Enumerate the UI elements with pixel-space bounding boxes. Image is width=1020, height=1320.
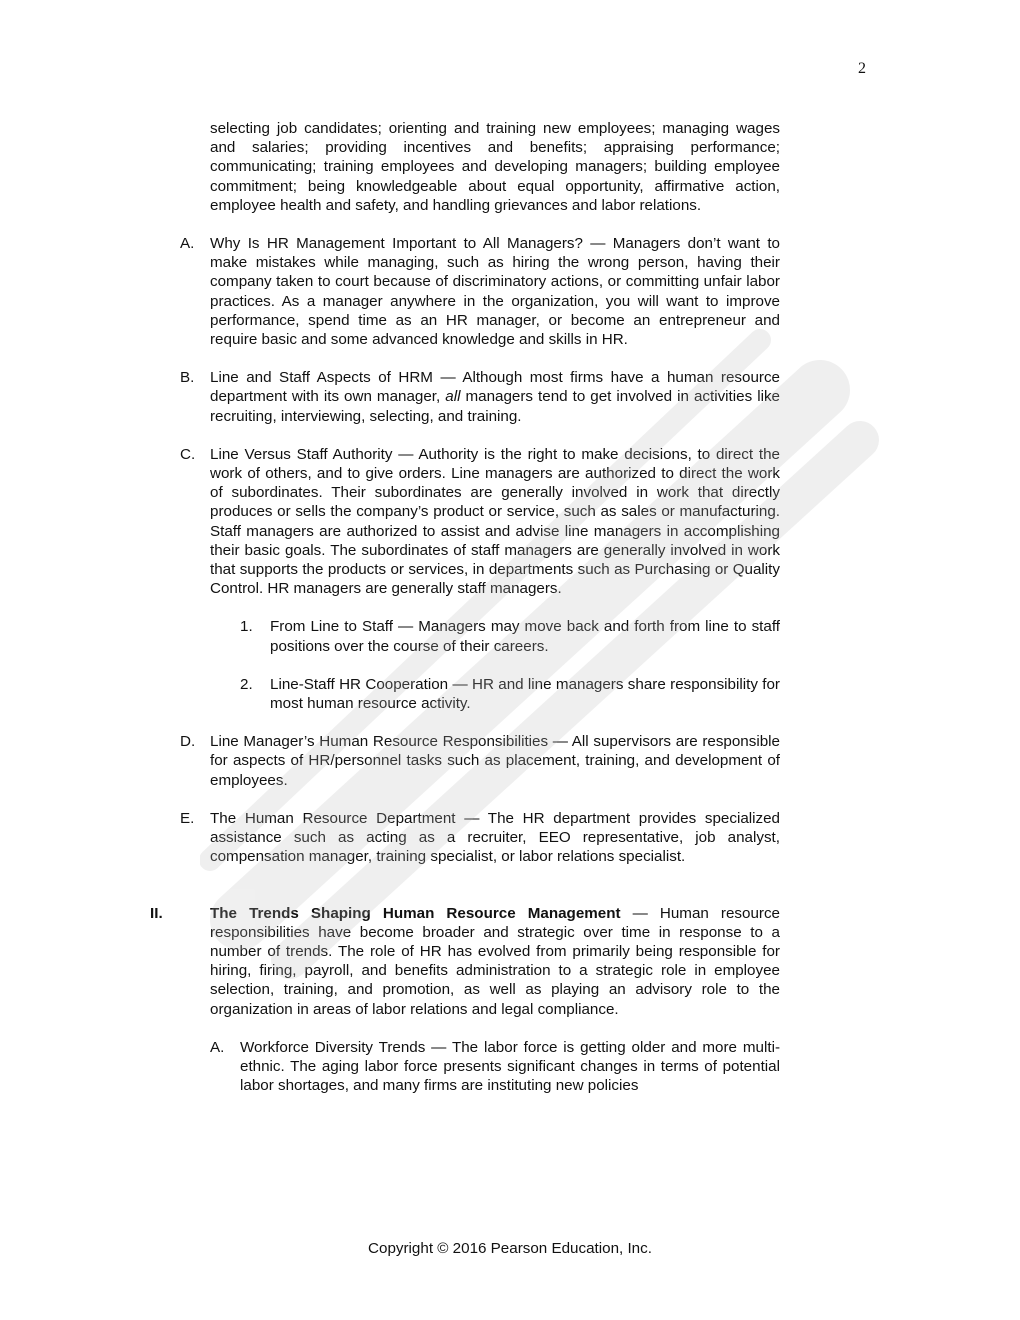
section-c-sub-1-marker: 1. [240,618,253,636]
section-d-marker: D. [180,733,196,751]
section-d-text: Line Manager’s Human Resource Responsibilities — All supervisors are responsible for aspects of HR/personnel tasks such as placement, training, and development of employees. [210,733,780,789]
section-ii-a-marker: A. [210,1038,225,1056]
section-e-marker: E. [180,809,195,827]
page-number: 2 [858,60,866,77]
section-ii-a [210,1038,780,1096]
section-c-sub-2 [240,675,780,713]
section-c-marker: C. [180,445,196,463]
section-c-text: Line Versus Staff Authority — Authority is the right to make decisions, to direct the work of others, and to give orders. Line managers are authorized to direct the work of subordinates. Their subordinates are generally involved in work that directly produces or sells the company’s product or service, such as sales or manufacturing. Staff managers are authorized to assist and advise line managers in accomplishing their basic goals. The subordinates of staff managers are generally involved in work that supports the products or services, in departments such as Purchasing or Quality Control. HR managers are generally staff managers. [210,445,780,598]
section-a-text: Why Is HR Management Important to All Managers? — Managers don’t want to make mistakes while managing, such as hiring the wrong person, having their company taken to court because of discriminatory actions, or committing unfair labor practices. As a manager anywhere in the organization, you will want to improve performance, spend time as an HR manager, or become an entrepreneur and require basic and some advanced knowledge and skills in HR. [210,235,780,349]
section-c-sub-1-text: From Line to Staff — Managers may move back and forth from line to staff positions over the course of their careers. [270,618,780,655]
section-a [180,234,780,349]
section-c [180,445,780,599]
section-c-sub-2-text: Line-Staff HR Cooperation — HR and line managers share responsibility for most human resource activity. [270,675,780,713]
section-b-emphasis: all [445,388,461,406]
section-ii-a-text: Workforce Diversity Trends — The labor force is getting older and more multi-ethnic. The aging labor force presents significant changes in terms of potential labor shortages, and many firms are instituting new policies [240,1038,780,1095]
section-c-sub-2-marker: 2. [240,675,253,693]
section-b-text-start: Line and Staff Aspects of HRM — Although most firms have a human resource department with its own manager, [210,369,780,406]
section-a-marker: A. [180,235,195,253]
section-e [180,809,780,867]
intro-paragraph: selecting job candidates; orienting and training new employees; managing wages and salaries; providing incentives and benefits; appraising performance; communicating; training employees and developing managers; building employee commitment; being knowledgeable about equal opportunity, affirmative action, employee health and safety, and handling grievances and labor relations. [210,120,780,214]
document-body [150,119,780,1095]
section-b-text-end: managers tend to get involved in activities like recruiting, interviewing, selecting, and training. [210,388,780,425]
section-e-text: The Human Resource Department — The HR department provides specialized assistance such as acting as a recruiter, EEO representative, job analyst, compensation manager, training specialist, or labor relations specialist. [210,809,780,866]
section-c-sub-1 [240,617,780,655]
section-ii-body: — Human resource responsibilities have become broader and strategic over time in response to a number of trends. The role of HR has evolved from primarily being responsible for hiring, firing, payroll, and benefits administration to a strategic role in employee selection, training, and promotion, as well as playing an advisory role to the organization in areas of labor relations and legal compliance. [210,904,780,1018]
copyright-footer: Copyright © 2016 Pearson Education, Inc. [368,1240,652,1257]
section-b-text [210,368,780,426]
section-ii-heading: The Trends Shaping Human Resource Management [210,904,621,922]
section-b [180,368,780,426]
section-b-marker: B. [180,369,195,387]
section-ii-marker: II. [150,904,163,922]
section-ii [150,904,780,1019]
section-d [180,732,780,790]
section-ii-text [210,904,780,1019]
